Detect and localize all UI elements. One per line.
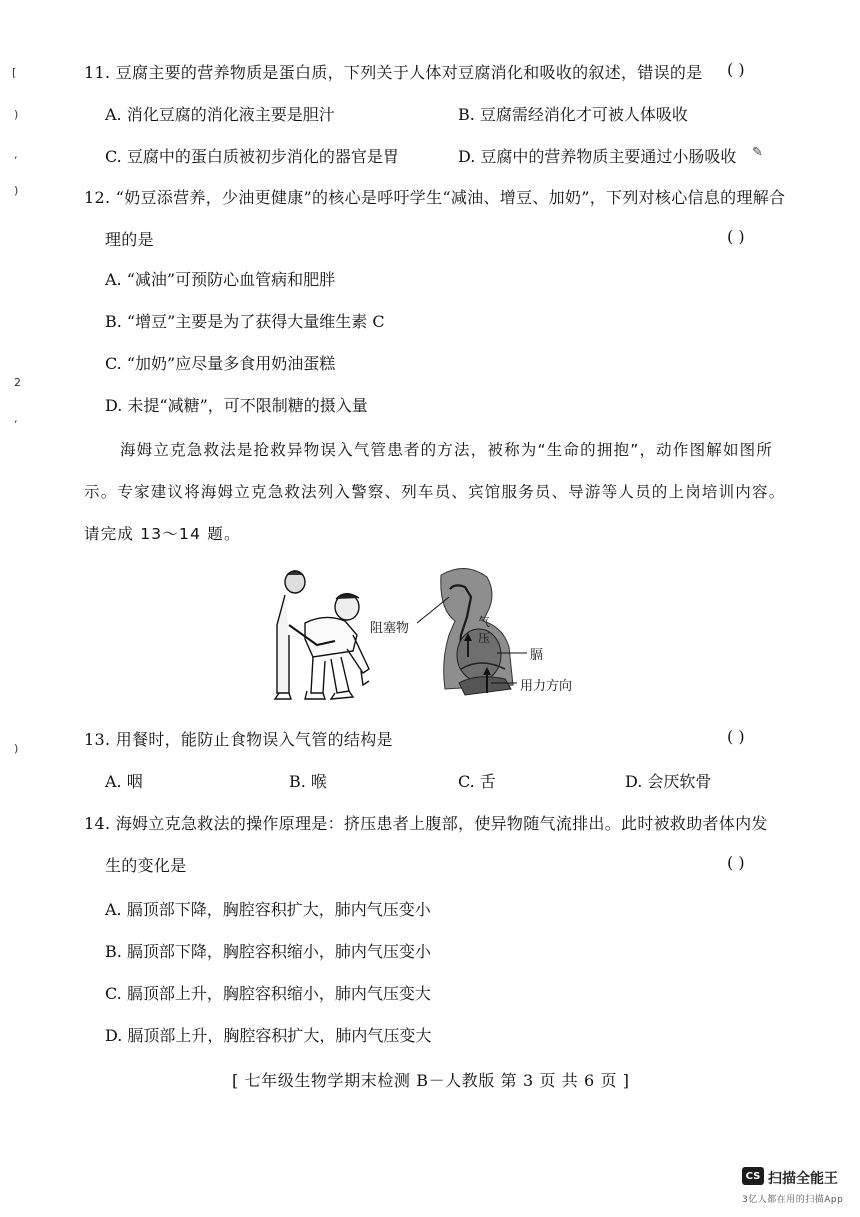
q11-option-c: C. 豆腐中的蛋白质被初步消化的器官是胃	[105, 147, 399, 166]
margin-mark: )	[14, 184, 19, 197]
passage-line-2: 示。专家建议将海姆立克急救法列入警察、列车员、宾馆服务员、导游等人员的上岗培训内容。	[84, 483, 786, 501]
q12-option-b: B. “增豆”主要是为了获得大量维生素 C	[105, 312, 385, 331]
q12-option-d: D. 未提“减糖”，可不限制糖的摄入量	[105, 396, 368, 415]
q14-option-d: D. 膈顶部上升，胸腔容积扩大，肺内气压变大	[105, 1026, 432, 1045]
q12-answer-paren: ( )	[727, 227, 745, 246]
margin-mark: )	[14, 108, 19, 121]
q12-option-a: A. “减油”可预防心血管病和肥胖	[105, 270, 336, 289]
rescuer-figure	[275, 571, 305, 699]
q11-answer-paren: ( )	[727, 60, 745, 79]
margin-mark: 2	[14, 376, 21, 389]
margin-mark: )	[14, 742, 19, 755]
pen-mark-icon: ✎	[752, 145, 763, 160]
figure-label-pressure: 气压	[478, 615, 491, 645]
q11-stem: 11. 豆腐主要的营养物质是蛋白质，下列关于人体对豆腐消化和吸收的叙述，错误的是	[84, 63, 703, 82]
figure-label-force-direction: 用力方向	[520, 679, 573, 694]
q14-option-b: B. 膈顶部下降，胸腔容积缩小，肺内气压变小	[105, 942, 431, 961]
margin-mark: ,	[14, 412, 18, 425]
passage-line-3: 请完成 13～14 题。	[84, 525, 241, 543]
q11-option-d: D. 豆腐中的营养物质主要通过小肠吸收	[458, 147, 737, 166]
margin-mark: [	[12, 66, 17, 79]
q14-option-a: A. 膈顶部下降，胸腔容积扩大，肺内气压变小	[105, 900, 431, 919]
anatomy-figure	[441, 568, 513, 695]
figure-label-obstruction: 阻塞物	[370, 621, 410, 636]
q13-option-c: C. 舌	[458, 772, 496, 791]
q14-option-c: C. 膈顶部上升，胸腔容积缩小，肺内气压变大	[105, 984, 431, 1003]
figure-label-diaphragm: 膈	[530, 648, 544, 663]
q13-answer-paren: ( )	[727, 727, 745, 746]
q14-stem-line1: 14. 海姆立克急救法的操作原理是：挤压患者上腹部，使异物随气流排出。此时被救助者体内发	[84, 814, 768, 833]
q12-stem-line1: 12. “奶豆添营养，少油更健康”的核心是呼吁学生“减油、增豆、加奶”，下列对核心信息的理解合	[84, 188, 786, 207]
q11-option-a: A. 消化豆腐的消化液主要是胆汁	[105, 105, 335, 124]
q12-option-c: C. “加奶”应尽量多食用奶油蛋糕	[105, 354, 336, 373]
passage-line-1: 海姆立克急救法是抢救异物误入气管患者的方法，被称为“生命的拥抱”，动作图解如图所	[120, 441, 774, 459]
q12-stem-line2: 理的是	[105, 230, 154, 249]
patient-figure	[289, 594, 369, 699]
camscanner-logo-icon: CS	[742, 1167, 764, 1185]
q13-option-a: A. 咽	[105, 772, 143, 791]
q14-answer-paren: ( )	[727, 853, 745, 872]
watermark-tagline: 3亿人都在用的扫描App	[742, 1195, 844, 1205]
q11-option-b: B. 豆腐需经消化才可被人体吸收	[458, 105, 688, 124]
q13-option-b: B. 喉	[289, 772, 327, 791]
margin-mark: ,	[14, 148, 18, 161]
q13-option-d: D. 会厌软骨	[625, 772, 712, 791]
q13-stem: 13. 用餐时，能防止食物误入气管的结构是	[84, 730, 393, 749]
q14-stem-line2: 生的变化是	[105, 856, 187, 875]
page-footer: [ 七年级生物学期末检测 B－人教版 第 3 页 共 6 页 ]	[232, 1071, 630, 1090]
watermark-name: 扫描全能王	[768, 1171, 838, 1187]
